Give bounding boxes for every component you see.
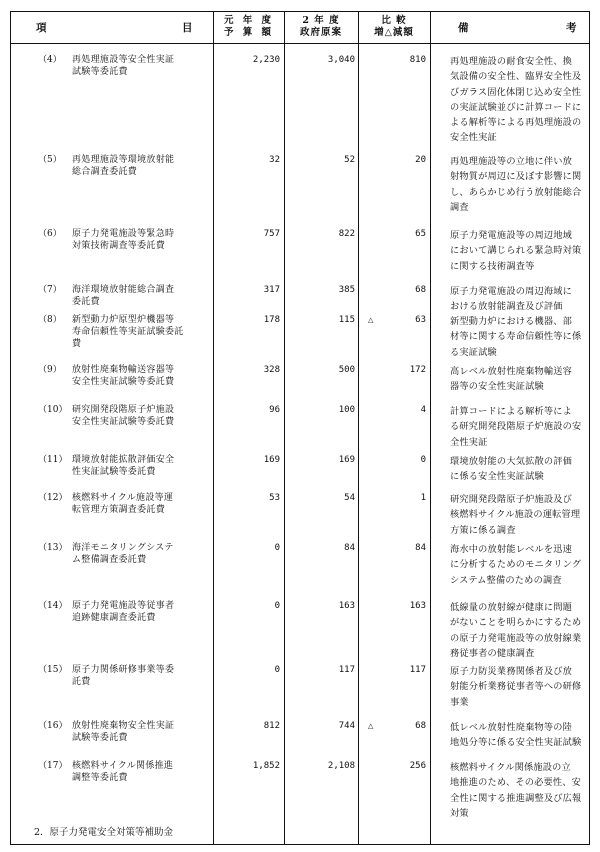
row-number: （8）: [38, 315, 62, 325]
header-compare: [361, 15, 427, 39]
row-budget-prev: 169: [263, 455, 280, 465]
row-title: 再処理施設等安全性実証 試験等委託費: [72, 55, 175, 77]
row-title: 再処理施設等環境放射能 総合調査委託費: [72, 155, 175, 177]
row-number: （11）: [38, 455, 68, 465]
header-budget-plan: [287, 15, 355, 39]
budget-table: [10, 11, 592, 847]
row-number: （5）: [38, 155, 62, 165]
row-number: （4）: [38, 55, 62, 65]
row-difference: 117: [409, 665, 426, 675]
row-difference: 84: [415, 543, 426, 553]
row-title: 原子力発電施設等緊急時 対策技術調査等委託費: [72, 229, 175, 251]
row-remarks: 高レベル放射性廃棄物輸送容 器等の安全性実証試験: [450, 366, 573, 393]
row-budget-prev: 317: [263, 285, 280, 295]
column-divider: [284, 11, 285, 845]
row-budget-plan: 52: [344, 155, 355, 165]
row-title: 放射性廃棄物輸送容器等 安全性実証試験等委託費: [72, 365, 175, 387]
row-budget-plan: 84: [344, 543, 355, 553]
header-budget-prev-line2: 予 算 額: [223, 27, 275, 38]
row-budget-plan: 500: [338, 365, 355, 375]
row-number: （7）: [38, 285, 62, 295]
row-difference: 1: [420, 493, 426, 503]
row-decrease-mark: △: [368, 316, 374, 324]
row-budget-plan: 100: [338, 405, 355, 415]
row-title: 研究開発段階原子炉施設 安全性実証試験等委託費: [72, 405, 175, 427]
row-difference: 68: [415, 285, 426, 295]
row-budget-plan: 117: [338, 665, 355, 675]
column-divider: [430, 11, 431, 845]
header-budget-plan-line1: 2 年 度: [302, 15, 340, 26]
row-number: （9）: [38, 365, 62, 375]
header-compare-line1: 比 較: [381, 15, 407, 26]
footer-item: 2．原子力発電安全対策等補助金: [34, 827, 174, 838]
row-budget-plan: 822: [338, 229, 355, 239]
row-budget-prev: 328: [263, 365, 280, 375]
row-title: 海洋環境放射能総合調査 委託費: [72, 285, 175, 307]
row-budget-prev: 2,230: [252, 55, 280, 65]
row-remarks: 再処理施設等の立地に伴い放 射物質が周辺に及ぼす影響に関 し、あらかじめ行う放射能総合 調査: [450, 156, 582, 213]
row-number: （10）: [38, 405, 68, 415]
row-remarks: 原子力発電施設等の周辺地域 において講じられる緊急時対策 に関する技術調査等: [450, 230, 582, 272]
header-budget-prev: [217, 15, 281, 39]
row-budget-prev: 812: [263, 721, 280, 731]
row-budget-plan: 2,108: [327, 761, 355, 771]
row-budget-prev: 96: [269, 405, 280, 415]
row-budget-prev: 32: [269, 155, 280, 165]
row-number: （14）: [38, 601, 68, 611]
row-budget-plan: 169: [338, 455, 355, 465]
row-title: 新型動力炉原型炉機器等 寿命信頼性等実証試験委託 費: [72, 315, 184, 349]
row-title: 核燃料サイクル施設等運 転管理方策調査委託費: [72, 493, 174, 515]
row-budget-plan: 385: [338, 285, 355, 295]
row-number: （17）: [38, 761, 68, 771]
header-budget-prev-line1: 元 年 度: [223, 15, 275, 26]
row-budget-prev: 757: [263, 229, 280, 239]
row-difference: 20: [415, 155, 426, 165]
header-remarks-left: 備: [458, 21, 469, 34]
row-remarks: 計算コードによる解析等によ る研究開発段階原子炉施設の安 全性実証: [450, 406, 582, 448]
row-number: （13）: [38, 543, 68, 553]
row-difference: 163: [409, 601, 426, 611]
row-title: 海洋モニタリングシステ ム整備調査委託費: [72, 543, 174, 565]
row-difference: 63: [415, 315, 426, 325]
row-difference: 65: [415, 229, 426, 239]
column-divider: [358, 11, 359, 845]
row-decrease-mark: △: [368, 722, 374, 730]
row-budget-prev: 0: [274, 543, 280, 553]
header-item-right: 目: [182, 21, 193, 34]
header-compare-line2: 増△減額: [374, 27, 414, 38]
row-remarks: 研究開発段階原子炉施設及び 核燃料サイクル施設の運転管理 方策に係る調査: [450, 494, 581, 536]
row-difference: 256: [409, 761, 426, 771]
header-budget-plan-line2: 政府原案: [299, 27, 342, 38]
row-number: （12）: [38, 493, 68, 503]
row-budget-prev: 0: [274, 601, 280, 611]
row-title: 原子力発電施設等従事者 追跡健康調査委託費: [72, 601, 175, 623]
row-difference: 172: [409, 365, 426, 375]
row-number: （6）: [38, 229, 62, 239]
row-remarks: 海水中の放射能レベルを迅速 に分析するためのモニタリング システム整備のための調査: [450, 544, 582, 586]
row-budget-prev: 178: [263, 315, 280, 325]
row-remarks: 核燃料サイクル関係施設の立 地推進のため、その必要性、安 全性に関する推進調整及び広報 対策: [450, 762, 582, 819]
row-remarks: 再処理施設の耐食安全性、換 気設備の安全性、臨界安全性及 びガラス固化体閉じ込め安全性 の実証試験並びに計算コードに よる解析等による再処理施設の 安全性実証: [450, 56, 582, 144]
row-budget-plan: 3,040: [327, 55, 355, 65]
row-remarks: 原子力発電施設の周辺海域に おける放射能調査及び評価: [450, 286, 573, 313]
row-number: （15）: [38, 665, 68, 675]
row-title: 放射性廃棄物安全性実証 試験等委託費: [72, 721, 175, 743]
row-remarks: 原子力防災業務関係者及び放 射能分析業務従事者等への研修 事業: [450, 666, 582, 708]
row-difference: 0: [420, 455, 426, 465]
row-remarks: 低線量の放射線が健康に問題 がないことを明らかにするため の原子力発電施設等の放射線業 務従事者の健康調査: [450, 602, 582, 659]
row-difference: 4: [420, 405, 426, 415]
row-budget-prev: 1,852: [252, 761, 280, 771]
header-remarks-right: 考: [566, 21, 577, 34]
row-budget-plan: 115: [338, 315, 355, 325]
header-divider: [10, 43, 590, 44]
row-budget-prev: 0: [274, 665, 280, 675]
row-remarks: 新型動力炉における機器、部 材等に関する寿命信頼性等に係 る実証試験: [450, 316, 582, 358]
row-remarks: 低レベル放射性廃棄物等の陸 地処分等に係る安全性実証試験: [450, 722, 582, 749]
row-title: 環境放射能拡散評価安全 性実証試験等委託費: [72, 455, 175, 477]
row-title: 原子力関係研修事業等委 託費: [72, 665, 175, 687]
row-remarks: 環境放射能の大気拡散の評価 に係る安全性実証試験: [450, 456, 573, 483]
row-budget-plan: 163: [338, 601, 355, 611]
row-budget-plan: 744: [338, 721, 355, 731]
row-difference: 68: [415, 721, 426, 731]
row-budget-plan: 54: [344, 493, 355, 503]
row-budget-prev: 53: [269, 493, 280, 503]
header-item-left: 項: [36, 21, 47, 34]
row-number: （16）: [38, 721, 68, 731]
row-difference: 810: [409, 55, 426, 65]
column-divider: [213, 11, 214, 845]
row-title: 核燃料サイクル関係推進 調整等委託費: [72, 761, 174, 783]
